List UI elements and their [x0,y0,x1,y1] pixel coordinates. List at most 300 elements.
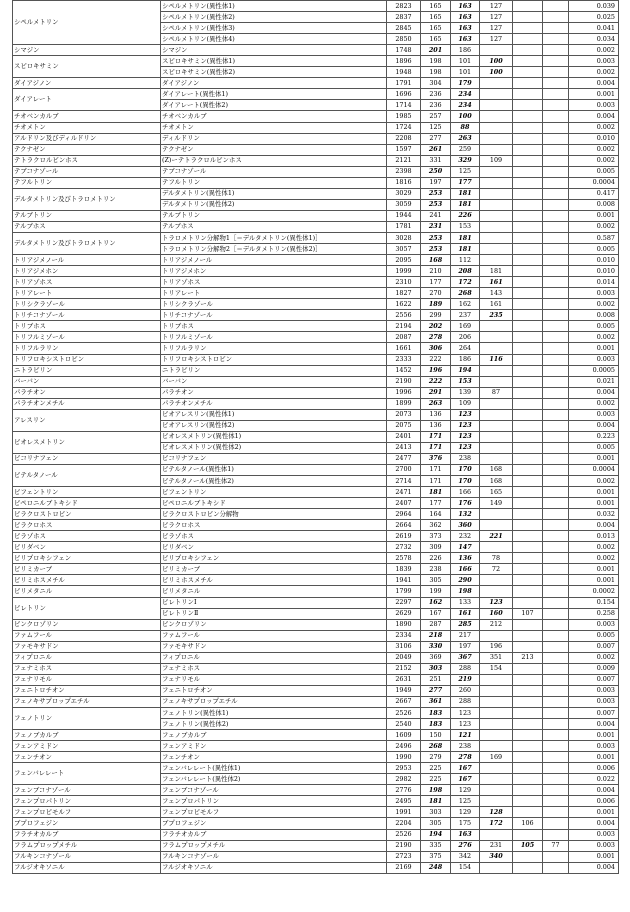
group-name-cell: ダイアレート [13,89,161,111]
ion-2-cell: 238 [451,453,480,464]
value-cell: 0.002 [569,299,619,310]
compound-name-cell: トリフルミゾール [161,332,387,343]
ion-4-cell [513,630,543,641]
ion-1-cell: 253 [421,244,451,255]
value-cell: 0.025 [569,12,619,23]
ion-1-cell: 309 [421,542,451,553]
compound-name-cell: フェンプロピモルフ [161,807,387,818]
ion-2-cell: 198 [451,586,480,597]
table-row [13,177,619,188]
group-name-cell: ニトラピリン [13,365,161,376]
table-row [13,829,619,840]
value-cell: 0.001 [569,210,619,221]
ion-1-cell: 165 [421,23,451,34]
ion-1-cell: 257 [421,111,451,122]
ion-1-cell: 189 [421,299,451,310]
ion-5-cell [543,111,569,122]
ion-2-cell: 154 [451,862,480,873]
ion-1-cell: 181 [421,796,451,807]
retention-cell: 2208 [387,133,421,144]
retention-cell: 2982 [387,774,421,785]
ion-2-cell: 367 [451,652,480,663]
ion-3-cell [480,78,513,89]
table-row [13,520,619,531]
ion-2-cell: 206 [451,332,480,343]
group-name-cell: トリチコナゾール [13,310,161,321]
table-row [13,487,619,498]
value-cell: 0.032 [569,509,619,520]
value-cell: 0.004 [569,785,619,796]
retention-cell: 2413 [387,442,421,453]
ion-4-cell [513,199,543,210]
retention-cell: 1791 [387,78,421,89]
table-row [13,564,619,575]
ion-1-cell: 171 [421,442,451,453]
group-name-cell: フェノトリン [13,708,161,730]
ion-2-cell: 260 [451,685,480,696]
table-row [13,796,619,807]
group-name-cell: ピリミホスメチル [13,575,161,586]
ion-4-cell [513,177,543,188]
ion-3-cell [480,586,513,597]
compound-name-cell: ピレトリンⅡ [161,608,387,619]
group-name-cell: フェンバレレート [13,763,161,785]
group-name-cell: ビフェントリン [13,487,161,498]
ion-1-cell: 361 [421,696,451,707]
compound-name-cell: テブコナゾール [161,166,387,177]
retention-cell: 2837 [387,12,421,23]
value-cell: 0.0004 [569,464,619,475]
value-cell: 0.258 [569,608,619,619]
table-row [13,210,619,221]
ion-5-cell [543,619,569,630]
ion-4-cell [513,641,543,652]
group-name-cell: ビコリナフェン [13,453,161,464]
retention-cell: 3057 [387,244,421,255]
compound-name-cell: テフルトリン [161,177,387,188]
retention-cell: 1944 [387,210,421,221]
group-name-cell: フラチオカルブ [13,829,161,840]
value-cell: 0.587 [569,232,619,243]
ion-5-cell [543,221,569,232]
ion-1-cell: 198 [421,67,451,78]
ion-2-cell: 112 [451,255,480,266]
ion-3-cell: 172 [480,818,513,829]
value-cell: 0.041 [569,23,619,34]
retention-cell: 2714 [387,476,421,487]
group-name-cell: フェンプロピモルフ [13,807,161,818]
value-cell: 0.004 [569,78,619,89]
ion-2-cell: 288 [451,696,480,707]
ion-5-cell [543,354,569,365]
ion-1-cell: 168 [421,255,451,266]
retention-cell: 1452 [387,365,421,376]
retention-cell: 2629 [387,608,421,619]
compound-name-cell: フェンブコナゾール [161,785,387,796]
value-cell: 0.034 [569,34,619,45]
table-row [13,597,619,608]
value-cell: 0.003 [569,696,619,707]
ion-3-cell [480,332,513,343]
retention-cell: 2398 [387,166,421,177]
value-cell: 0.007 [569,674,619,685]
ion-1-cell: 331 [421,155,451,166]
ion-4-cell [513,122,543,133]
group-name-cell: ピラクロホス [13,520,161,531]
retention-cell: 1899 [387,398,421,409]
compound-name-cell: バーバン [161,376,387,387]
table-row [13,696,619,707]
value-cell: 0.002 [569,398,619,409]
table-row [13,354,619,365]
compound-name-cell: トリフロキシストロビン [161,354,387,365]
retention-cell: 2964 [387,509,421,520]
ion-4-cell [513,531,543,542]
ion-1-cell: 241 [421,210,451,221]
table-row [13,155,619,166]
ion-3-cell [480,420,513,431]
ion-4-cell [513,597,543,608]
table-row [13,708,619,719]
ion-1-cell: 270 [421,288,451,299]
compound-name-cell: ビオレスメトリン(異性体2) [161,442,387,453]
group-name-cell: ダイアジノン [13,78,161,89]
group-name-cell: バーバン [13,376,161,387]
compound-name-cell: フルキンコナゾール [161,851,387,862]
ion-2-cell: 123 [451,719,480,730]
value-cell: 0.014 [569,277,619,288]
value-cell: 0.001 [569,752,619,763]
ion-3-cell: 351 [480,652,513,663]
compound-name-cell: ピリプロキシフェン [161,553,387,564]
compound-name-cell: フラムプロップメチル [161,840,387,851]
ion-5-cell [543,244,569,255]
ion-1-cell: 183 [421,719,451,730]
ion-4-cell [513,741,543,752]
retention-cell: 1622 [387,299,421,310]
compound-name-cell: パラチオン [161,387,387,398]
ion-2-cell: 133 [451,597,480,608]
retention-cell: 1948 [387,67,421,78]
ion-4-cell [513,12,543,23]
ion-5-cell [543,199,569,210]
compound-name-cell: シペルメトリン(異性体1) [161,1,387,12]
group-name-cell: フェンチオン [13,752,161,763]
ion-3-cell [480,730,513,741]
ion-2-cell: 194 [451,365,480,376]
ion-5-cell [543,398,569,409]
compound-name-cell: フェノトリン(異性体2) [161,719,387,730]
ion-4-cell [513,575,543,586]
retention-cell: 1996 [387,387,421,398]
table-row [13,332,619,343]
ion-3-cell: 109 [480,155,513,166]
ion-5-cell [543,420,569,431]
ion-4-cell [513,398,543,409]
ion-4-cell [513,100,543,111]
group-name-cell: トリフルラリン [13,343,161,354]
compound-name-cell: シペルメトリン(異性体3) [161,23,387,34]
ion-4-cell [513,453,543,464]
ion-1-cell: 277 [421,685,451,696]
ion-1-cell: 162 [421,597,451,608]
ion-3-cell [480,122,513,133]
table-row [13,498,619,509]
retention-cell: 2310 [387,277,421,288]
ion-4-cell [513,520,543,531]
ion-3-cell [480,89,513,100]
ion-1-cell: 202 [421,321,451,332]
ion-5-cell [543,453,569,464]
ion-4-cell [513,752,543,763]
ion-3-cell [480,708,513,719]
ion-2-cell: 238 [451,741,480,752]
ion-2-cell: 121 [451,730,480,741]
retention-cell: 2540 [387,719,421,730]
retention-cell: 2087 [387,332,421,343]
ion-4-cell [513,420,543,431]
table-row [13,266,619,277]
compound-name-cell: スピロキサミン(異性体2) [161,67,387,78]
ion-3-cell: 127 [480,23,513,34]
retention-cell: 2407 [387,498,421,509]
ion-1-cell: 287 [421,619,451,630]
ion-5-cell [543,696,569,707]
ion-2-cell: 288 [451,663,480,674]
ion-4-cell [513,89,543,100]
retention-cell: 1816 [387,177,421,188]
retention-cell: 2776 [387,785,421,796]
ion-5-cell [543,277,569,288]
group-name-cell: フェンアミドン [13,741,161,752]
ion-3-cell: 231 [480,840,513,851]
ion-1-cell: 194 [421,829,451,840]
ion-3-cell: 235 [480,310,513,321]
compound-name-cell: フェナミホス [161,663,387,674]
group-name-cell: トリブホス [13,321,161,332]
compound-name-cell: ビテルタノール(異性体2) [161,476,387,487]
compound-name-cell: ファムフール [161,630,387,641]
ion-2-cell: 163 [451,1,480,12]
ion-3-cell [480,45,513,56]
ion-3-cell: 221 [480,531,513,542]
compound-name-cell: ピリメタニル [161,586,387,597]
ion-4-cell [513,774,543,785]
ion-2-cell: 136 [451,553,480,564]
value-cell: 0.001 [569,89,619,100]
ion-1-cell: 136 [421,409,451,420]
table-row [13,365,619,376]
ion-1-cell: 299 [421,310,451,321]
retention-cell: 2667 [387,696,421,707]
value-cell: 0.004 [569,862,619,873]
table-row [13,288,619,299]
compound-name-cell: フェンチオン [161,752,387,763]
table-row [13,78,619,89]
retention-cell: 1724 [387,122,421,133]
ion-3-cell [480,177,513,188]
ion-2-cell: 360 [451,520,480,531]
group-name-cell: ブプロフェジン [13,818,161,829]
compound-name-cell: トリアジメノール [161,255,387,266]
group-name-cell: ピリプロキシフェン [13,553,161,564]
group-name-cell: フェノキサプロップエチル [13,696,161,707]
compound-name-cell: ビオアレスリン(異性体2) [161,420,387,431]
ion-2-cell: 237 [451,310,480,321]
ion-2-cell: 179 [451,78,480,89]
group-name-cell: チオベンカルブ [13,111,161,122]
compound-name-cell: (Z)ーテトラクロルビンホス [161,155,387,166]
retention-cell: 2953 [387,763,421,774]
compound-name-cell: デルタメトリン(異性体2) [161,199,387,210]
table-row [13,310,619,321]
ion-2-cell: 263 [451,133,480,144]
ion-2-cell: 170 [451,464,480,475]
value-cell: 0.002 [569,476,619,487]
ion-5-cell [543,685,569,696]
ion-1-cell: 330 [421,641,451,652]
table-row [13,277,619,288]
value-cell: 0.0005 [569,365,619,376]
ion-5-cell [543,741,569,752]
ion-5-cell [543,34,569,45]
ion-4-cell [513,696,543,707]
ion-1-cell: 238 [421,564,451,575]
compound-name-cell: ピレトリンⅠ [161,597,387,608]
retention-cell: 2732 [387,542,421,553]
ion-4-cell [513,45,543,56]
ion-5-cell [543,310,569,321]
ion-1-cell: 136 [421,420,451,431]
value-cell: 0.002 [569,553,619,564]
ion-5-cell [543,763,569,774]
retention-cell: 2723 [387,851,421,862]
ion-4-cell [513,431,543,442]
value-cell: 0.006 [569,796,619,807]
ion-4-cell [513,674,543,685]
ion-1-cell: 253 [421,188,451,199]
retention-cell: 2297 [387,597,421,608]
table-row [13,409,619,420]
table-row [13,387,619,398]
ion-5-cell [543,531,569,542]
ion-1-cell: 199 [421,586,451,597]
ion-1-cell: 222 [421,354,451,365]
retention-cell: 1896 [387,56,421,67]
value-cell: 0.001 [569,564,619,575]
ion-5-cell [543,708,569,719]
ion-4-cell [513,586,543,597]
table-row [13,542,619,553]
table-row [13,730,619,741]
ion-1-cell: 376 [421,453,451,464]
retention-cell: 2333 [387,354,421,365]
group-name-cell: フェンブコナゾール [13,785,161,796]
ion-4-cell [513,730,543,741]
ion-4-cell [513,232,543,243]
retention-cell: 2152 [387,663,421,674]
retention-cell: 2169 [387,862,421,873]
ion-2-cell: 186 [451,45,480,56]
ion-1-cell: 171 [421,464,451,475]
ion-2-cell: 125 [451,796,480,807]
pesticide-data-table [12,0,619,874]
group-name-cell: テトラクロルビンホス [13,155,161,166]
retention-cell: 1661 [387,343,421,354]
value-cell: 0.002 [569,67,619,78]
ion-1-cell: 177 [421,277,451,288]
ion-4-cell [513,210,543,221]
ion-1-cell: 183 [421,708,451,719]
retention-cell: 2578 [387,553,421,564]
ion-4-cell [513,1,543,12]
compound-name-cell: パラチオンメチル [161,398,387,409]
ion-2-cell: 167 [451,763,480,774]
compound-name-cell: チオベンカルブ [161,111,387,122]
ion-3-cell: 212 [480,619,513,630]
ion-4-cell [513,188,543,199]
ion-4-cell [513,476,543,487]
retention-cell: 2496 [387,741,421,752]
ion-1-cell: 226 [421,553,451,564]
retention-cell: 1781 [387,221,421,232]
value-cell: 0.0002 [569,586,619,597]
ion-3-cell: 128 [480,807,513,818]
ion-4-cell [513,796,543,807]
group-name-cell: フルジオキソニル [13,862,161,873]
value-cell: 0.003 [569,741,619,752]
value-cell: 0.003 [569,56,619,67]
ion-1-cell: 303 [421,663,451,674]
ion-5-cell [543,365,569,376]
ion-5-cell [543,564,569,575]
retention-cell: 3059 [387,199,421,210]
ion-1-cell: 177 [421,498,451,509]
ion-1-cell: 167 [421,608,451,619]
ion-5-cell [543,122,569,133]
value-cell: 0.004 [569,387,619,398]
table-row [13,321,619,332]
ion-5-cell [543,155,569,166]
table-row [13,232,619,243]
ion-1-cell: 197 [421,177,451,188]
compound-name-cell: ビオアレスリン(異性体1) [161,409,387,420]
compound-name-cell: フラチオカルブ [161,829,387,840]
ion-4-cell [513,78,543,89]
group-name-cell: トリアジメホン [13,266,161,277]
ion-4-cell [513,387,543,398]
value-cell: 0.002 [569,332,619,343]
value-cell: 0.007 [569,641,619,652]
table-row [13,785,619,796]
ion-1-cell: 164 [421,509,451,520]
ion-2-cell: 175 [451,818,480,829]
ion-3-cell: 149 [480,498,513,509]
ion-2-cell: 181 [451,188,480,199]
ion-4-cell [513,332,543,343]
ion-2-cell: 217 [451,630,480,641]
table-row [13,818,619,829]
compound-name-cell: シペルメトリン(異性体2) [161,12,387,23]
ion-4-cell [513,409,543,420]
ion-3-cell [480,442,513,453]
ion-3-cell [480,398,513,409]
ion-2-cell: 219 [451,674,480,685]
compound-name-cell: フェニトロチオン [161,685,387,696]
retention-cell: 1714 [387,100,421,111]
ion-2-cell: 88 [451,122,480,133]
ion-3-cell: 72 [480,564,513,575]
